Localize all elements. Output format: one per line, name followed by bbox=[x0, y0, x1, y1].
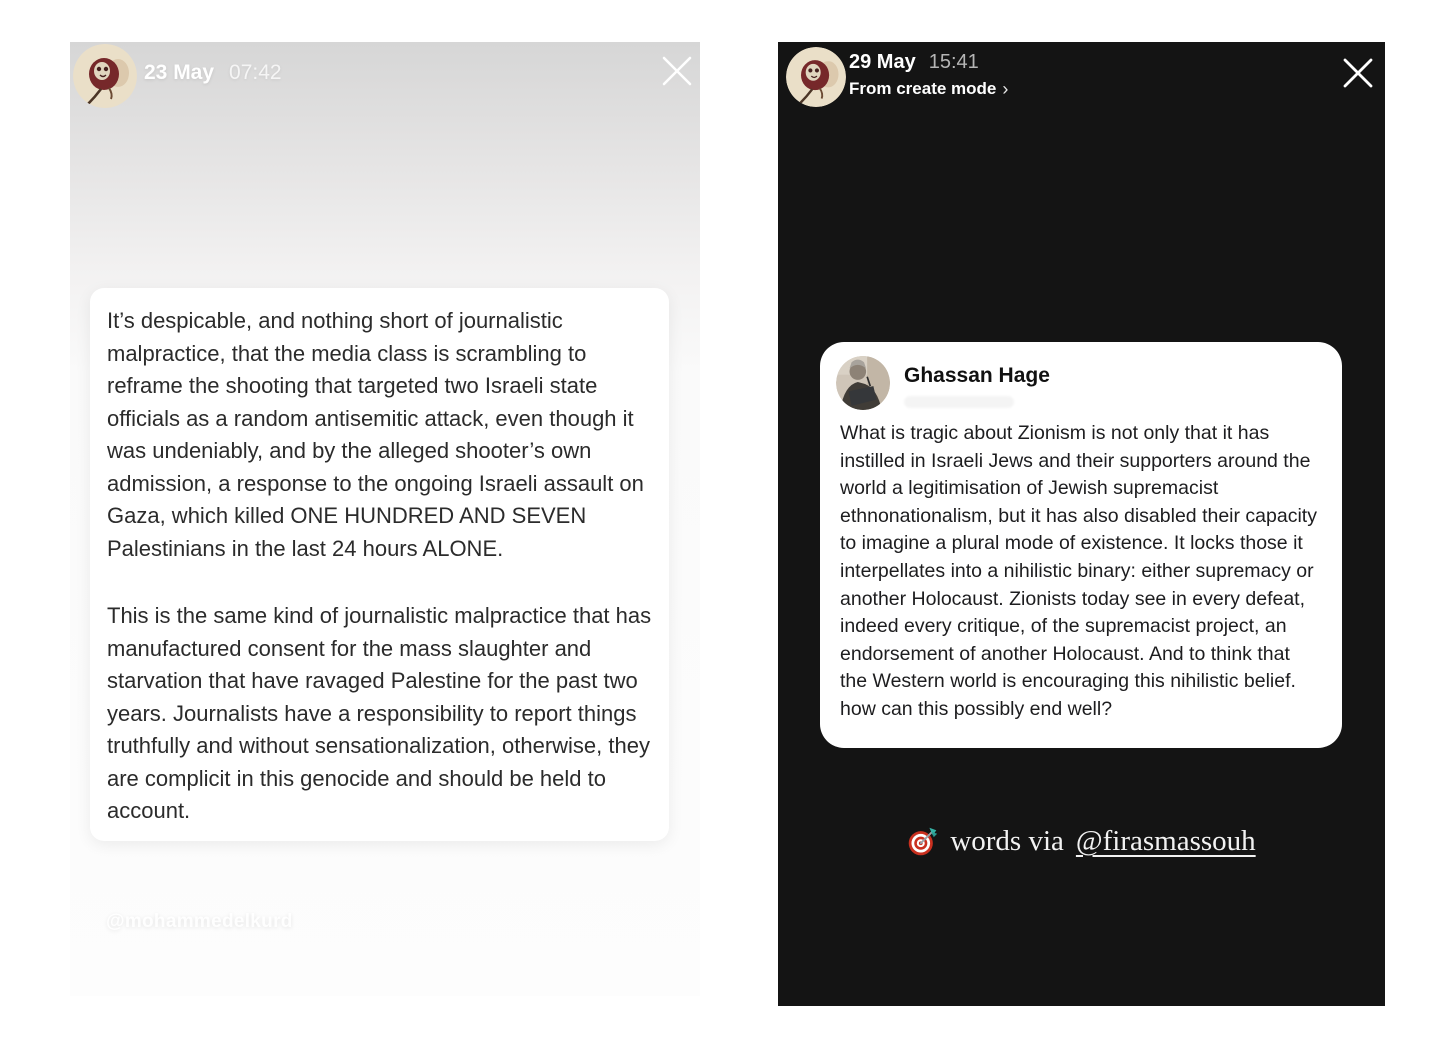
create-mode-label: From create mode bbox=[849, 79, 997, 98]
caption-text: words via bbox=[950, 825, 1064, 857]
caption-handle-link[interactable]: @firasmassouh bbox=[1075, 825, 1256, 857]
direct-hit-emoji-icon bbox=[907, 826, 938, 857]
story-panel-right bbox=[778, 42, 1385, 1006]
caption-row bbox=[778, 825, 1385, 858]
profile-avatar bbox=[786, 47, 846, 107]
story-time: 15:41 bbox=[928, 51, 979, 73]
quote-body-text: What is tragic about Zionism is not only that it has instilled in Israeli Jews and their supporters around the world a legitimisation of Jewish supremacist ethnonationalism, but it has also disabled their capacity to imagine a plural mode of existence. It locks those it interpellates into a nihilistic binary: either supremacy or another Holocaust. Zionists today see in every defeat, indeed every critique, of the supremacist project, an endorsement of another Holocaust. And to think that the Western world is encouraging this nihilistic belief. how can this possibly end well? bbox=[840, 422, 1317, 720]
story-header-right bbox=[778, 42, 1385, 152]
author-name: Ghassan Hage bbox=[904, 364, 1050, 387]
author-avatar bbox=[836, 356, 890, 410]
faded-timestamp bbox=[904, 396, 1014, 408]
story-panel-left bbox=[70, 42, 700, 996]
close-button[interactable] bbox=[658, 52, 696, 90]
quote-post-card bbox=[820, 342, 1342, 748]
profile-avatar bbox=[73, 44, 137, 108]
avatar-artwork-icon bbox=[786, 47, 846, 107]
text-post-card bbox=[90, 288, 669, 841]
quote-card-header bbox=[836, 356, 1322, 410]
avatar-artwork-icon bbox=[73, 44, 137, 108]
close-icon bbox=[1339, 54, 1377, 92]
close-button[interactable] bbox=[1339, 54, 1377, 92]
chevron-right-icon: › bbox=[1002, 79, 1009, 99]
post-paragraph-1: It’s despicable, and nothing short of journalistic malpractice, that the media class is scrambling to reframe the shooting that targeted two Israeli state officials as a random antisemitic attack, even though it was undeniably, and by the alleged shooter’s own admission, a response to the ongoing Israeli assault on Gaza, which killed ONE HUNDRED AND SEVEN Palestinians in the last 24 hours ALONE. bbox=[107, 308, 644, 561]
story-date: 29 May bbox=[849, 51, 916, 73]
author-photo-icon bbox=[836, 356, 890, 410]
from-create-mode-link[interactable] bbox=[849, 79, 1008, 99]
close-icon bbox=[658, 52, 696, 90]
story-time: 07:42 bbox=[229, 61, 282, 84]
post-paragraph-2: This is the same kind of journalistic malpractice that has manufactured consent for the mass slaughter and starvation that have ravaged Palestine for the past two years. Journalists have a responsibility to report things truthfully and without sensationalization, otherwise, they are complicit in this genocide and should be held to account. bbox=[107, 603, 652, 823]
story-header-left bbox=[70, 42, 700, 152]
mention-sticker[interactable]: @mohammedelkurd bbox=[106, 911, 293, 932]
story-date: 23 May bbox=[144, 61, 215, 84]
